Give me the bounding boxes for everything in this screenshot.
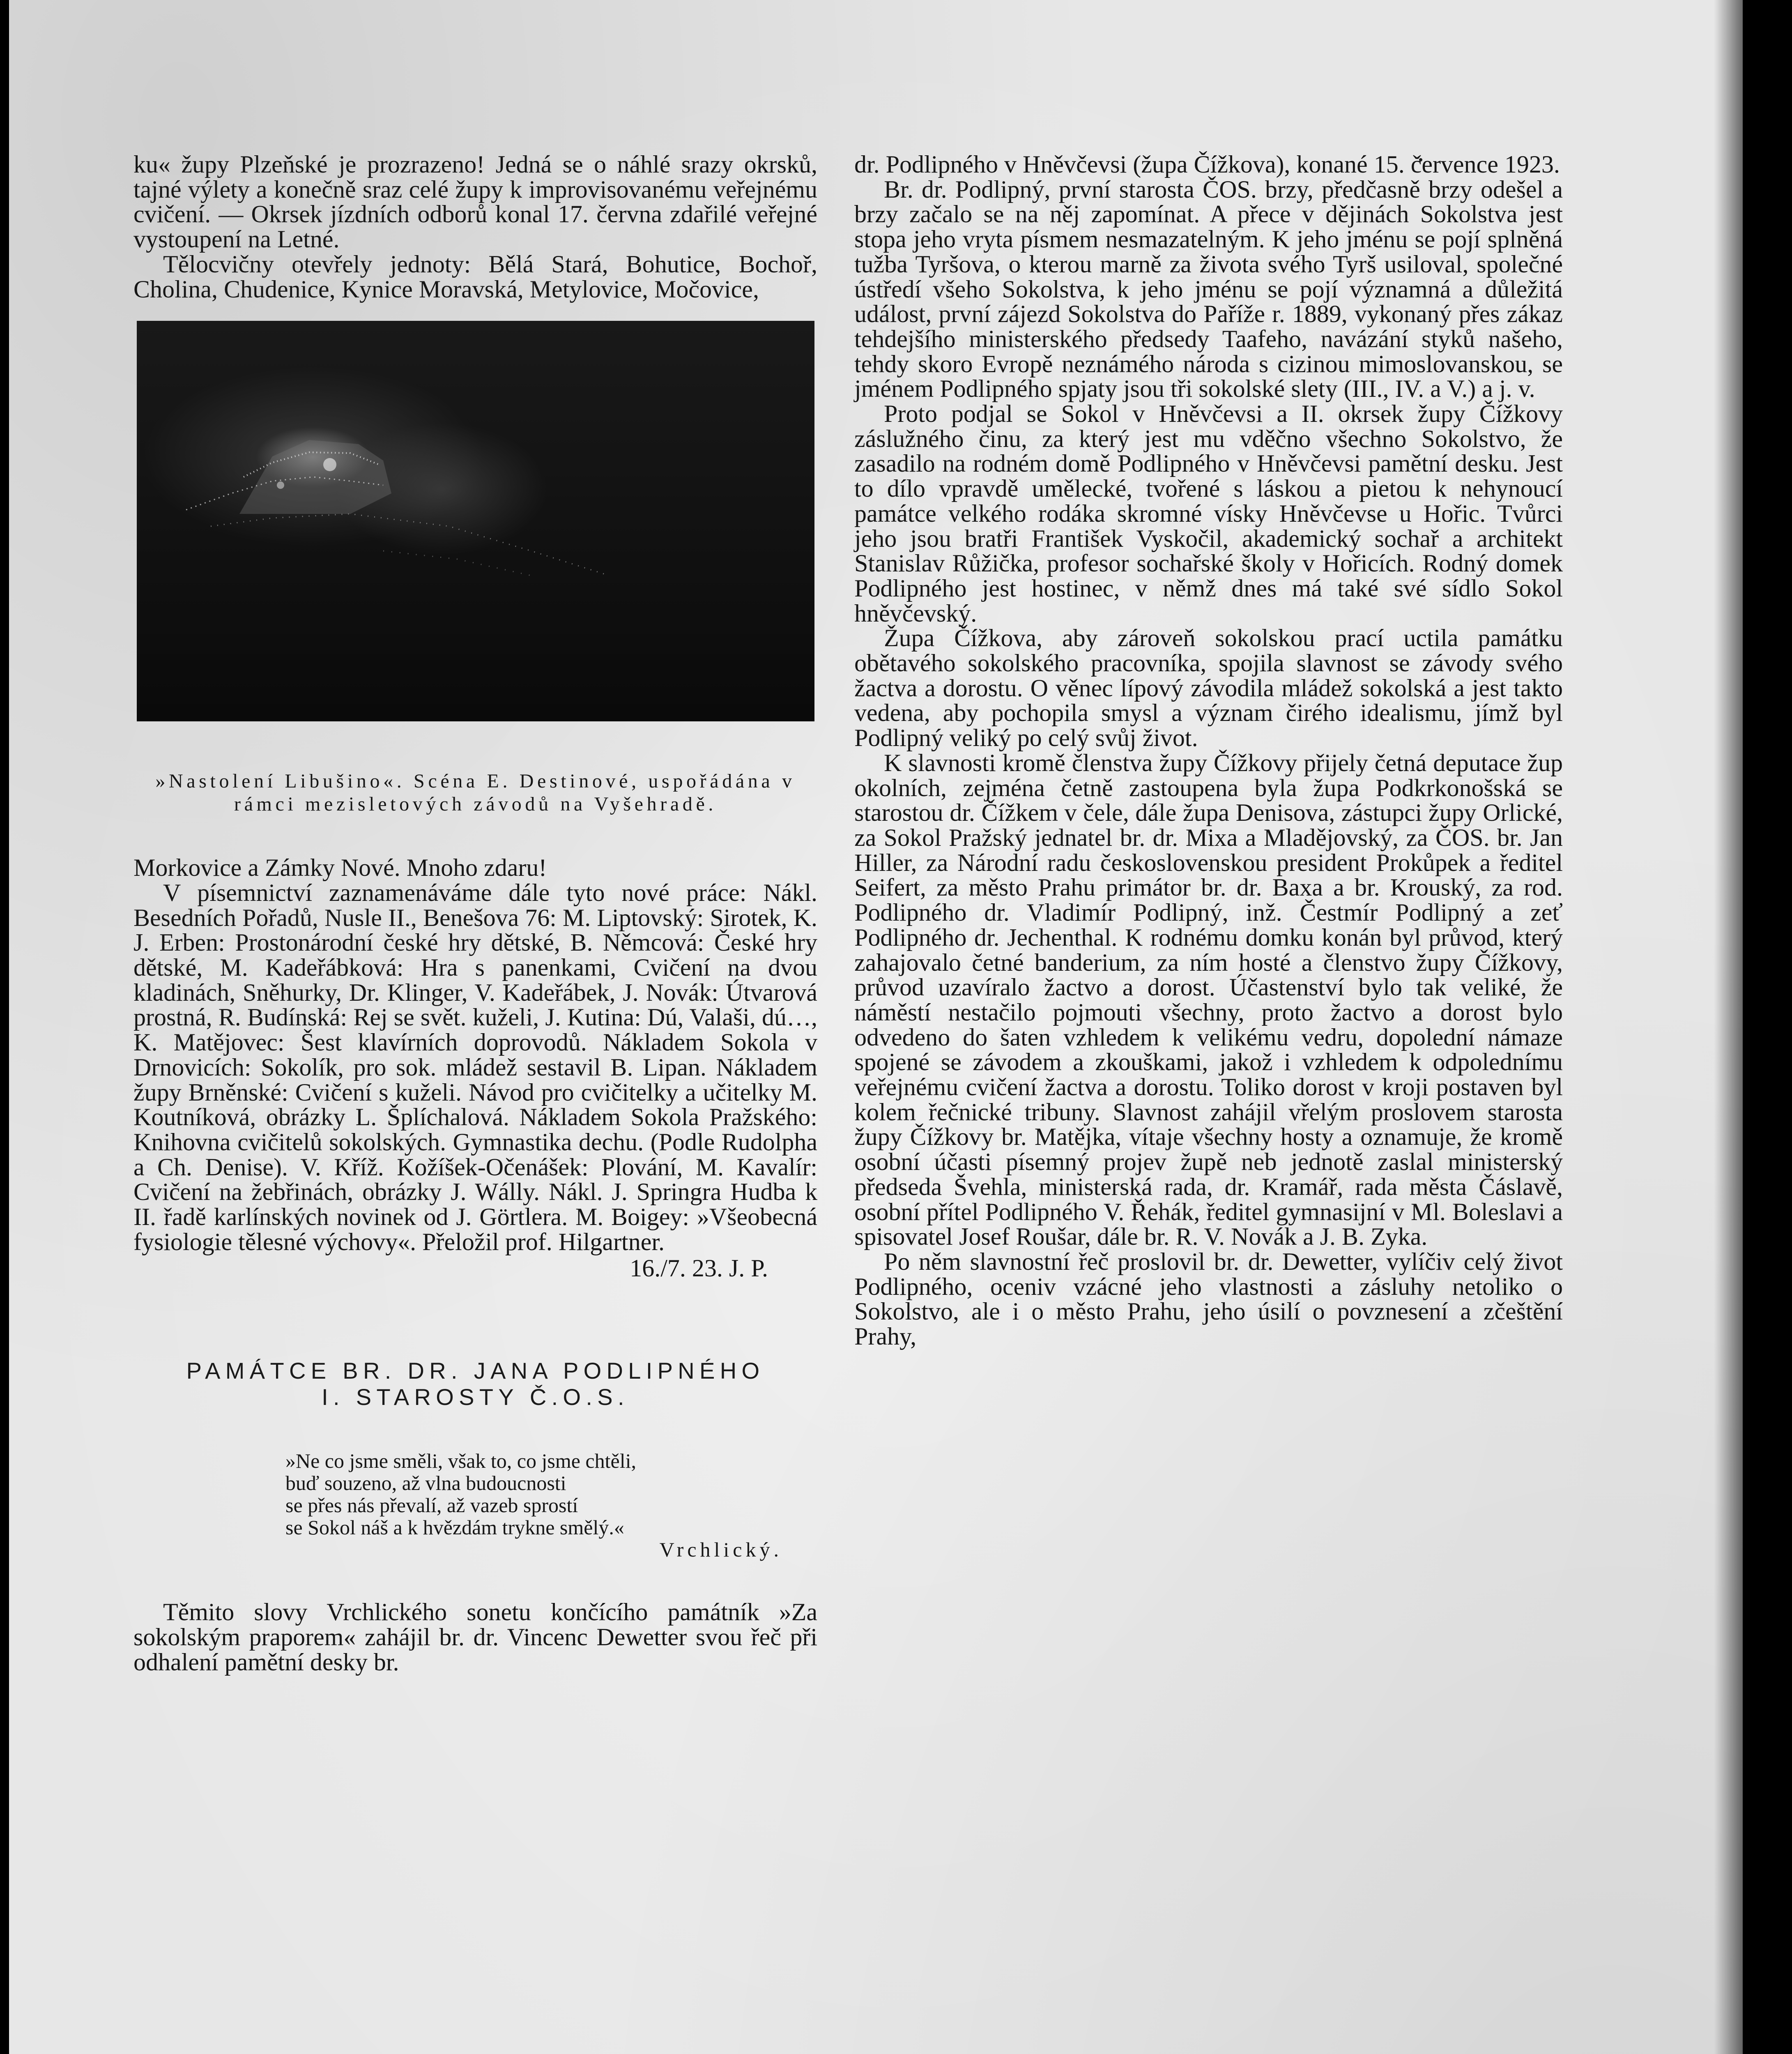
paragraph-gymnasia-text: Tělocvičny otevřely jednoty: Bělá Stará, Bohutice, Bochoř, Cholina, Chudenice, Kynice Moravská, Metylovice, Močovice, [133, 250, 817, 303]
article-heading [133, 1358, 817, 1410]
paragraph: Po něm slavnostní řeč proslovil br. dr. Dewetter, vylíčiv celý život Podlipného, oceniv vzácné jeho vlastnosti a zásluhy netoliko o Sokolstvo, ale i o město Prahu, jeho úsilí o povznesení a zčeštění Prahy, [854, 1248, 1563, 1350]
poem-line: buď souzeno, až vlna budoucnosti [285, 1471, 566, 1495]
heading-line-2: I. STAROSTY Č.O.S. [322, 1384, 629, 1410]
paragraph: Těmito slovy Vrchlického sonetu končícího památník »Za sokolským praporem« zahájil br. dr. Vincenc Dewetter svou řeč při odhalení pamětní desky br. [133, 1598, 817, 1676]
photo-night-scene [137, 321, 814, 721]
paragraph: Proto podjal se Sokol v Hněvčevsi a II. okrsek župy Čížkovy záslužného činu, za který jest mu vděčno všechno Sokolstvo, že zasadilo na rodném domě Podlipného v Hněvčevsi pamětní desku. Jest to dílo vpravdě umělecké, tvořené s láskou a pietou k nehynoucí památce velkého rodáka skromné vísky Hněvčevse u Hořic. Tvůrci jeho jsou bratři František Vyskočil, akademický sochař a architekt Stanislav Růžička, profesor sochařské školy v Hořicích. Rodný domek Podlipného jest hostinec, v němž dnes má také své sídlo Sokol hněvčevský. [854, 400, 1563, 627]
right-column [854, 152, 1563, 1349]
scan-border-left [0, 0, 9, 2054]
poem-line: »Ne co jsme směli, však to, co jsme chtěli, [285, 1449, 636, 1473]
date-signature: 16./7. 23. J. P. [630, 1255, 768, 1282]
paragraph: Župa Čížkova, aby zároveň sokolskou prací uctila památku obětavého sokolského pracovníka, spojila slavnost se závody svého žactva a dorostu. O věnec lípový závodila mládež sokolská a jest takto vedena, aby pochopila smysl a význam čirého idealismu, jímž byl Podlipný veliký po celý svůj život. [854, 624, 1563, 752]
poem-author: Vrchlický. [659, 1538, 782, 1561]
paragraph-literature: V písemnictví zaznamenáváme dále tyto nové práce: Nákl. Besedních Pořadů, Nusle II., Benešova 76: M. Liptovský: Sirotek, K. J. Erben: Prostonárodní české hry dětské, B. Němcová: České hry dětské, M. Kadeřábková: Hra s panenkami, Cvičení na dvou kladinách, Sněhurky, Dr. Klinger, V. Kadeřábek, J. Novák: Útvarová prostná, R. Budínská: Rej se svět. kuželi, J. Kutina: Dú, Valaši, dú…, K. Matějovec: Šest klavírních doprovodů. Nákladem Sokola v Drnovicích: Sokolík, pro sok. mládež sestavil B. Lipan. Nákladem župy Brněnské: Cvičení s kuželi. Návod pro cvičitelky a učitelky M. Koutníková, obrázky L. Šplíchalová. Nákladem Sokola Pražského: Knihovna cvičitelů sokolských. Gymnastika dechu. (Podle Rudolpha a Ch. Denise). V. Kříž. Kožíšek-Očenášek: Plování, M. Kavalír: Cvičení na žebřinách, obrázky J. Wálly. Nákl. J. Springra Hudba k II. řadě karlínských novinek od J. Görtlera. M. Boigey: »Všeobecná fysiologie tělesné výchovy«. Přeložil prof. Hilgartner. [133, 879, 817, 1255]
scan-border-right [1743, 0, 1792, 2054]
paragraph: Morkovice a Zámky Nové. Mnoho zdaru! [133, 854, 547, 882]
paragraph: Br. dr. Podlipný, první starosta ČOS. brzy, předčasně brzy odešel a brzy začalo se na něj zapomínat. A přece v dějinách Sokolstva jest stopa jeho vryta písmem nesmazatelným. K jeho jménu se pojí splněná tužba Tyršova, o kterou marně za života svého Tyrš usiloval, společné ústředí všeho Sokolstva, k jeho jménu se pojí významná a důležitá událost, první zájezd Sokolstva do Paříže r. 1889, vykonaný přes zákaz tehdejšího ministerského předsedy Taafeho, navázání styků našeho, tehdy skoro Evropě neznámého národa s cizinou mimoslovanskou, se jménem Podlipného spjaty jsou tři sokolské slety (III., IV. a V.) a j. v. [854, 175, 1563, 403]
left-column [133, 152, 817, 1674]
paragraph: dr. Podlipného v Hněvčevsi (župa Čížkova), konané 15. července 1923. [854, 151, 1560, 178]
photo-illumination [137, 321, 814, 721]
paragraph: K slavnosti kromě členstva župy Čížkovy přijely četná deputace žup okolních, zejména četně zastoupena byla župa Podkrkonošská se starostou dr. Čížkem v čele, dále župa Denisova, zástupci župy Orlické, za Sokol Pražský jednatel br. dr. Mixa a Mladějovský, za ČOS. br. Jan Hiller, za Národní radu československou president Prokůpek a ředitel Seifert, za město Prahu primátor br. dr. Baxa a br. Krouský, za rod. Podlipného dr. Vladimír Podlipný, inž. Čestmír Podlipný a zeť Podlipného dr. Jechenthal. K rodnému domku konán byl průvod, který zahajovalo četné banderium, za ním hosté a členstvo župy Čížkovy, průvod uzavíralo žactvo a dorost. Účastenství bylo tak veliké, že náměstí nestačilo pojmouti všechny, proto žactvo a dorost bylo odvedeno do šaten vzhledem k velikému vedru, dopolední námaze spojené se závodem a zkouškami, jakož i vzhledem k odpolednímu veřejnému cvičení žactva a dorostu. Toliko dorost v kroji postaven byl kolem řečnické tribuny. Slavnost zahájil vřelým proslovem starosta župy Čížkovy br. Matějka, vítaje všechny hosty a oznamuje, že kromě osobní účasti písemný projev župě neb jednotě zaslal ministerský předseda Švehla, ministerská rada, dr. Kramář, rada města Čáslavě, osobní přítel Podlipného V. Řehák, ředitel gymnasijní v Ml. Boleslavi a spisovatel Josef Roušar, dále br. R. V. Novák a J. B. Zyka. [854, 749, 1563, 1250]
photo-caption: »Nastolení Libušino«. Scéna E. Destinové, uspořádána v rámci mezisletových závodů na Vyšehradě. [155, 770, 796, 815]
poem-line: se Sokol náš a k hvězdám trykne smělý.« [285, 1516, 624, 1539]
paragraph: ku« župy Plzeňské je prozrazeno! Jedná se o náhlé srazy okrsků, tajné výlety a konečně sraz celé župy k improvisovanému veřejnému cvičení. — Okrsek jízdních odborů konal 17. června zdařilé veřejné vystoupení na Letné. [133, 151, 817, 253]
heading-line-1: PAMÁTCE BR. DR. JANA PODLIPNÉHO [186, 1358, 765, 1384]
epigraph-poem [285, 1450, 782, 1561]
paragraph-gymnasia [133, 252, 817, 302]
poem-line: se přes nás převalí, až vazeb sprostí [285, 1494, 578, 1517]
